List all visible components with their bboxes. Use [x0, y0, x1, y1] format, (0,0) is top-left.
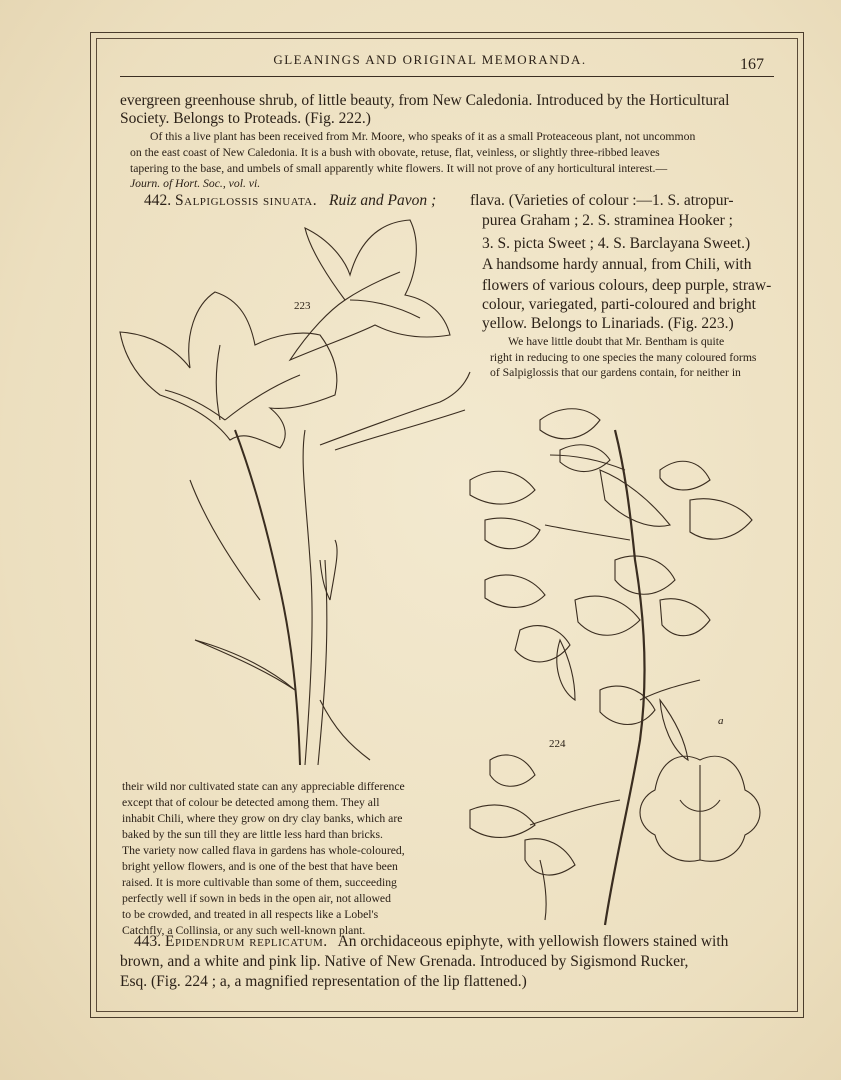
fig-224a-label: a: [718, 715, 724, 727]
entry-442-authority: Ruiz and Pavon ;: [329, 192, 437, 209]
entry-442-line-5: flowers of various colours, deep purple, straw-: [482, 277, 772, 294]
entry-442-cont-line-6: bright yellow flowers, and is one of the best that have been: [122, 860, 398, 873]
entry-442-line-2: purea Graham ; 2. S. straminea Hooker ;: [482, 212, 733, 229]
intro-line-1: evergreen greenhouse shrub, of little beauty, from New Caledonia. Introduced by the Horticultural: [120, 92, 730, 109]
entry-443-line-1: An orchidaceous epiphyte, with yellowish flowers stained with: [337, 933, 729, 950]
entry-442-note-line-2: right in reducing to one species the many coloured forms: [490, 351, 757, 364]
entry-442-note-line-3: of Salpiglossis that our gardens contain, for neither in: [490, 366, 741, 379]
moore-note-line-3: tapering to the base, and umbels of small apparently white flowers. It will not prove of any horticultural interest.—: [130, 162, 668, 175]
entry-442-cont-line-7: raised. It is more cultivable than some of them, succeeding: [122, 876, 397, 889]
fig-224-label: 224: [549, 738, 566, 750]
entry-443-name: Epidendrum replicatum.: [165, 933, 328, 950]
entry-442-cont-line-2: except that of colour be detected among them. They all: [122, 796, 380, 809]
intro-line-2: Society. Belongs to Proteads. (Fig. 222.): [120, 110, 371, 127]
moore-note-line-4: Journ. of Hort. Soc., vol. vi.: [130, 177, 261, 190]
entry-443-number: 443.: [134, 933, 162, 950]
fig-224-epidendrum: [470, 409, 760, 925]
entry-442-note-line-1: We have little doubt that Mr. Bentham is quite: [508, 335, 725, 348]
entry-442-cont-line-5: The variety now called flava in gardens has whole-coloured,: [122, 844, 405, 857]
entry-442-line-1: flava. (Varieties of colour :—1. S. atropur-: [470, 192, 734, 209]
entry-443-heading: [134, 933, 728, 951]
entry-442-line-6: colour, variegated, parti-coloured and bright: [482, 296, 756, 313]
entry-442-cont-line-3: inhabit Chili, where they grow on dry clay banks, which are: [122, 812, 403, 825]
entry-442-cont-line-4: baked by the sun till they are little less hard than bricks.: [122, 828, 383, 841]
entry-442-cont-line-1: their wild nor cultivated state can any appreciable difference: [122, 780, 405, 793]
entry-443-line-2: brown, and a white and pink lip. Native of New Grenada. Introduced by Sigismond Rucker,: [120, 953, 689, 970]
entry-442-number: 442.: [144, 192, 172, 209]
entry-442-name: Salpiglossis sinuata.: [175, 192, 318, 209]
moore-note-line-1: Of this a live plant has been received from Mr. Moore, who speaks of it as a small Proteaceous plant, not uncommon: [150, 130, 696, 143]
page-number: 167: [740, 56, 764, 73]
entry-442-line-3: 3. S. picta Sweet ; 4. S. Barclayana Sweet.): [482, 235, 751, 252]
entry-442-line-7: yellow. Belongs to Linariads. (Fig. 223.): [482, 315, 734, 332]
entry-442-line-4: A handsome hardy annual, from Chili, with: [482, 256, 752, 273]
running-title: GLEANINGS AND ORIGINAL MEMORANDA.: [273, 52, 587, 67]
moore-note-line-2: on the east coast of New Caledonia. It is a bush with obovate, retuse, flat, veinless, or slightly three-ribbed leaves: [130, 146, 660, 159]
entry-442-cont-line-9: to be crowded, and treated in all respects like a Lobel's: [122, 908, 379, 921]
entry-443-line-3: Esq. (Fig. 224 ; a, a magnified representation of the lip flattened.): [120, 973, 527, 990]
fig-223-label: 223: [294, 300, 311, 312]
entry-442-cont-line-10: Catchfly, a Collinsia, or any such well-known plant.: [122, 924, 366, 937]
entry-442-cont-line-8: perfectly well if sown in beds in the open air, not allowed: [122, 892, 391, 905]
